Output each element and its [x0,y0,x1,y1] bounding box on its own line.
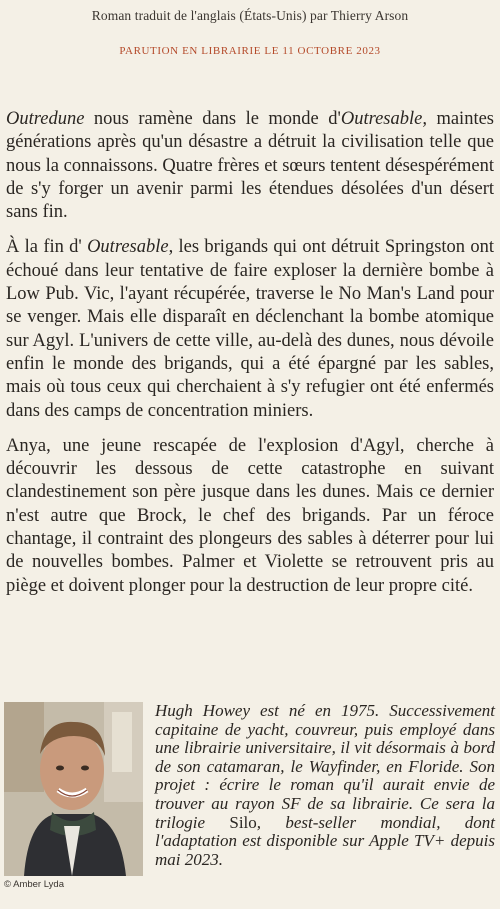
translator-credit: Roman traduit de l'anglais (États-Unis) par Thierry Arson [91,8,409,23]
bio-text: Hugh Howey est né en 1975. Successivement capitaine de yacht, couvreur, puis employé dans une librairie universitaire, il vit désormais à bord de son catamaran, le Wayfinder, en Floride. Son projet : écrire le roman qu'il aurait envie de trouver au rayon SF de sa librairie. Ce sera la trilogie [155,701,495,832]
summary-text: À la fin d' [6,237,88,258]
series-title: Silo [229,812,257,832]
summary-text: maintes générations après qu'un désastre a détruit la civilisation telle que nous la connaissons. Quatre frères et sœurs tentent désespérément de s'y forger un avenir parmi les étendues désolées d'un désert sans fin. [6,109,494,223]
book-title: Outresable [87,237,169,258]
book-summary [6,108,494,610]
portrait-illustration [4,702,143,876]
summary-paragraph-1 [6,108,494,224]
release-date: PARUTION EN LIBRAIRIE LE 11 OCTOBRE 2023 [119,45,381,57]
bio-text: , best-seller mondial, dont l'adaptation est disponible sur Apple TV+ depuis mai 2023. [155,812,495,869]
author-bio [155,702,495,869]
author-photo [4,702,143,876]
book-title: Outresable, [340,109,427,129]
summary-text: , les brigands qui ont détruit Springston ont échoué dans leur tentative de faire exploser la dernière bombe à Low Pub. Vic, l'ayant récupérée, traverse le No Man's Land pour se venger. Mais elle disparaît en déclenchant la bombe atomique sur Agyl. L'univers de cette ville, au-delà des dunes, nous dévoile enfin le monde des brigands, qui a été épargné par les sables, mais où tous ceux qui cherchaient à s'y refugier ont été enfermés dans des camps de concentration miniers. [6,237,494,421]
book-title: Outredune [6,109,85,129]
summary-paragraph-2 [6,236,494,422]
author-section [0,700,500,909]
summary-paragraph-3: Anya, une jeune rescapée de l'explosion d'Agyl, cherche à découvrir les dessous de cette catastrophe en suivant clandestinement son père jusque dans les dunes. Mais ce dernier n'est autre que Brock, le chef des brigands. Par un féroce chantage, il contraint des plongeurs des sables à déterrer pour lui de nouvelles bombes. Palmer et Violette se retrouvent pris au piège et doivent plonger pour la destruction de leur propre cité. [6,435,494,596]
photo-credit: © Amber Lyda [4,879,64,890]
summary-text: nous ramène dans le monde d' [84,109,341,129]
